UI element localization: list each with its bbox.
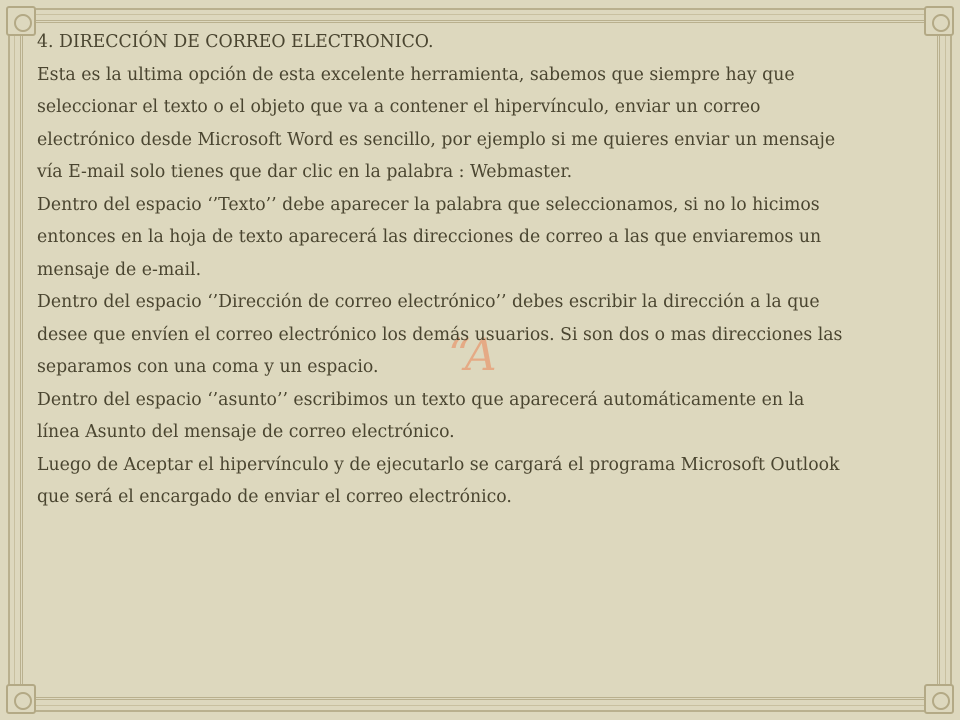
text-line: Luego de Aceptar el hipervínculo y de ejecutarlo se cargará el programa Microsoft Outlook [37,454,840,475]
heading-line: 4. DIRECCIÓN DE CORREO ELECTRONICO. [37,32,434,52]
text-line: mensaje de e-mail. [37,259,202,280]
watermark-quote-icon: “A [448,330,497,381]
text-line: desee que envíen el correo electrónico los demás usuarios. Si son dos o mas direcciones las [37,324,843,345]
text-line: que será el encargado de enviar el correo electrónico. [37,487,512,507]
text-line: línea Asunto del mensaje de correo electrónico. [37,422,455,442]
text-line: Dentro del espacio ‘’Texto’’ debe aparecer la palabra que seleccionamos, si no lo hicimos [37,194,820,215]
text-line: entonces en la hoja de texto aparecerá las direcciones de correo a las que enviaremos un [37,227,822,247]
text-line: Dentro del espacio ‘’asunto’’ escribimos un texto que aparecerá automáticamente en la [37,389,805,410]
text-line: vía E-mail solo tienes que dar clic en la palabra : Webmaster. [37,162,573,182]
slide-body-text [37,32,917,520]
text-line: seleccionar el texto o el objeto que va a contener el hipervínculo, enviar un correo [37,97,761,117]
text-line: Esta es la ultima opción de esta excelente herramienta, sabemos que siempre hay que [37,64,795,85]
corner-ornament-bottom-left [6,684,36,714]
text-line: separamos con una coma y un espacio. [37,357,379,377]
corner-ornament-top-left [6,6,36,36]
text-line: Dentro del espacio ‘’Dirección de correo electrónico’’ debes escribir la dirección a la que [37,292,820,312]
corner-ornament-bottom-right [924,684,954,714]
text-line: electrónico desde Microsoft Word es sencillo, por ejemplo si me quieres enviar un mensaje [37,129,836,150]
corner-ornament-top-right [924,6,954,36]
